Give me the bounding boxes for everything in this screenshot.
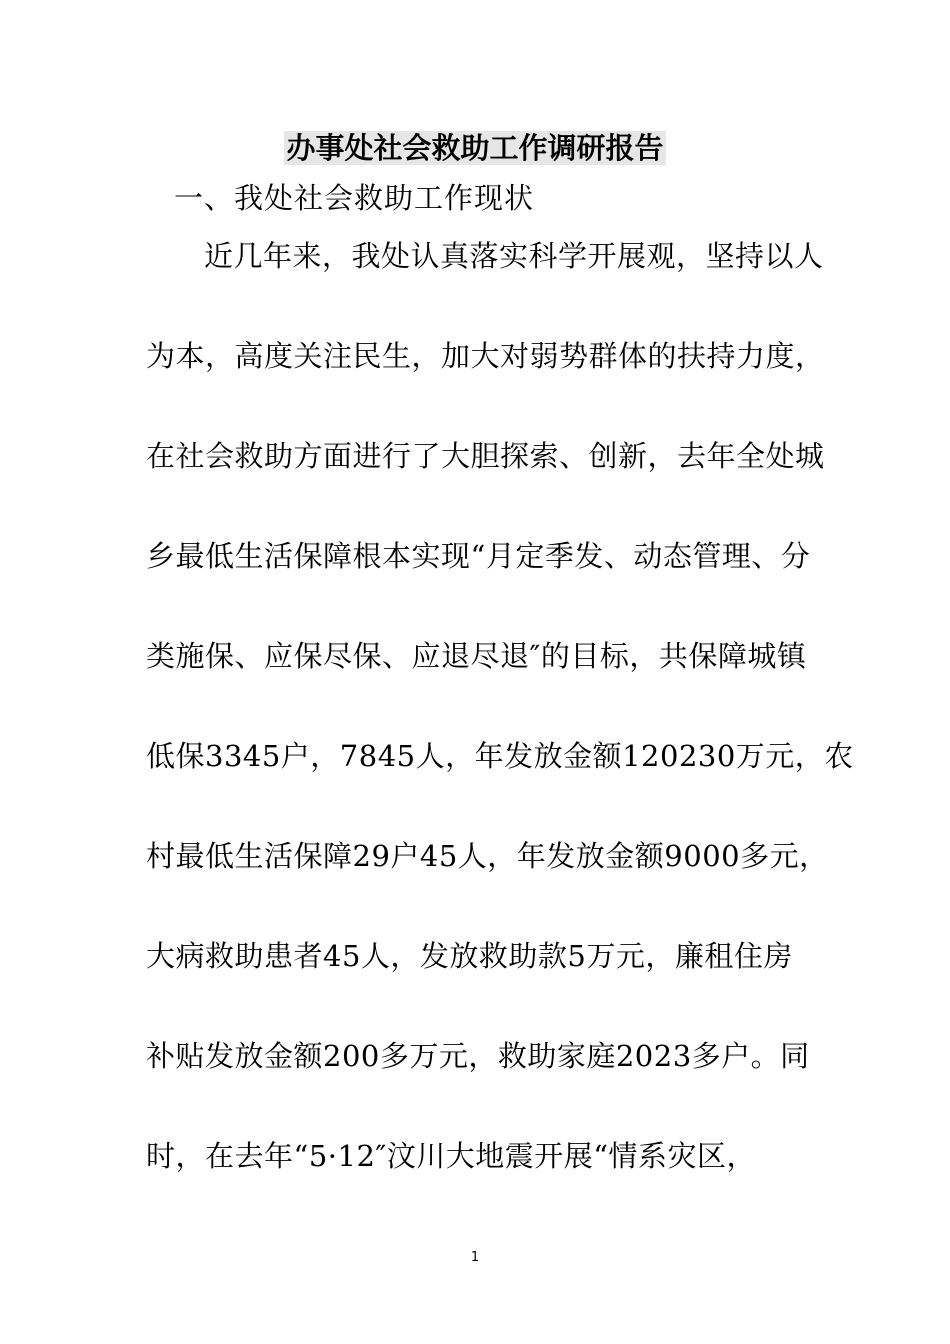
section-heading: 一、我处社会救助工作现状 — [174, 181, 535, 215]
paragraph-line-4: 乡最低生活保障根本实现“月定季发、动态管理、分 — [146, 539, 811, 573]
paragraph-line-7: 村最低生活保障29户45人，年发放金额9000多元， — [146, 839, 829, 873]
paragraph-line-9: 补贴发放金额200多万元，救助家庭2023多户。同 — [146, 1039, 810, 1073]
paragraph-line-8: 大病救助患者45人，发放救助款5万元，廉租住房 — [146, 939, 793, 973]
paragraph-line-1: 近几年来，我处认真落实科学开展观，坚持以人 — [204, 239, 824, 273]
paragraph-line-3: 在社会救助方面进行了大胆探索、创新，去年全处城 — [146, 439, 825, 473]
paragraph-line-2: 为本，高度关注民生，加大对弱势群体的扶持力度， — [146, 339, 825, 373]
page-number: 1 — [470, 1250, 480, 1265]
document-title — [0, 128, 950, 168]
document-title-text: 办事处社会救助工作调研报告 — [286, 131, 664, 165]
paragraph-line-5: 类施保、应保尽保、应退尽退″的目标，共保障城镇 — [146, 639, 807, 673]
paragraph-line-10: 时，在去年“5·12″汶川大地震开展“情系灾区， — [146, 1139, 757, 1173]
paragraph-line-6: 低保3345户，7845人，年发放金额120230万元，农 — [146, 739, 854, 773]
